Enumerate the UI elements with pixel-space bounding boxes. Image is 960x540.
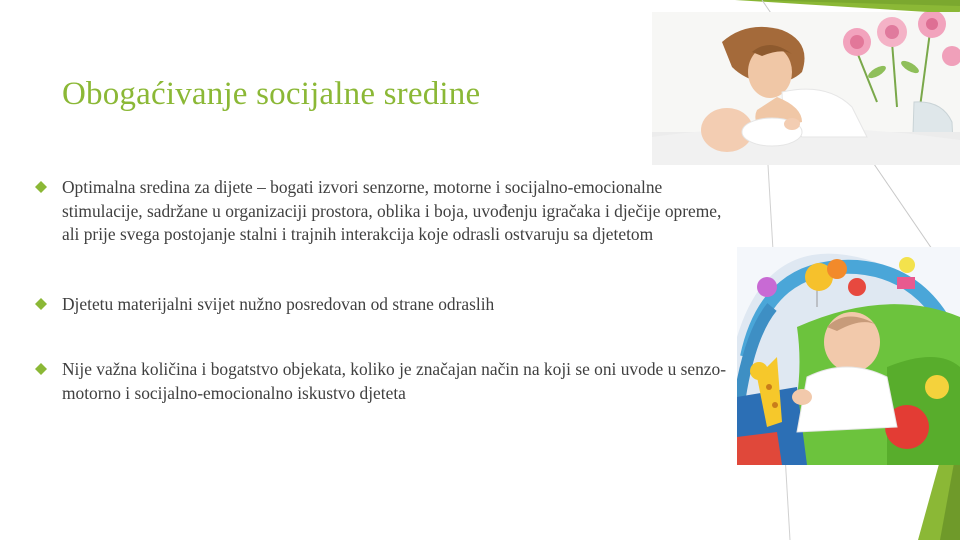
bullet-text: Nije važna količina i bogatstvo objekata, koliko je značajan način na koji se oni uvode u senzo-motorno i socijalno-emocionalno iskustvo djeteta — [62, 359, 727, 403]
slide-title: Obogaćivanje socijalne sredine — [62, 76, 481, 113]
diamond-bullet-icon — [35, 363, 47, 375]
baby-playgym-photo — [737, 247, 960, 465]
bullet-item — [36, 293, 726, 317]
bullet-text: Optimalna sredina za dijete – bogati izvori senzorne, motorne i socijalno-emocionalne stimulacije, sadržane u organizaciji prostora, oblika i boja, uvođenju igračaka i dječije opreme, ali prije svega postojanje stalni i trajnih interakcija koje odrasli ostvaruju sa djetetom — [62, 177, 722, 245]
bullet-item — [36, 176, 726, 247]
bullet-list — [36, 176, 726, 406]
diamond-bullet-icon — [35, 181, 47, 193]
bullet-item — [36, 358, 726, 405]
diamond-bullet-icon — [35, 298, 47, 310]
mother-baby-photo — [652, 12, 960, 165]
bullet-text: Djetetu materijalni svijet nužno posredovan od strane odraslih — [62, 293, 495, 314]
